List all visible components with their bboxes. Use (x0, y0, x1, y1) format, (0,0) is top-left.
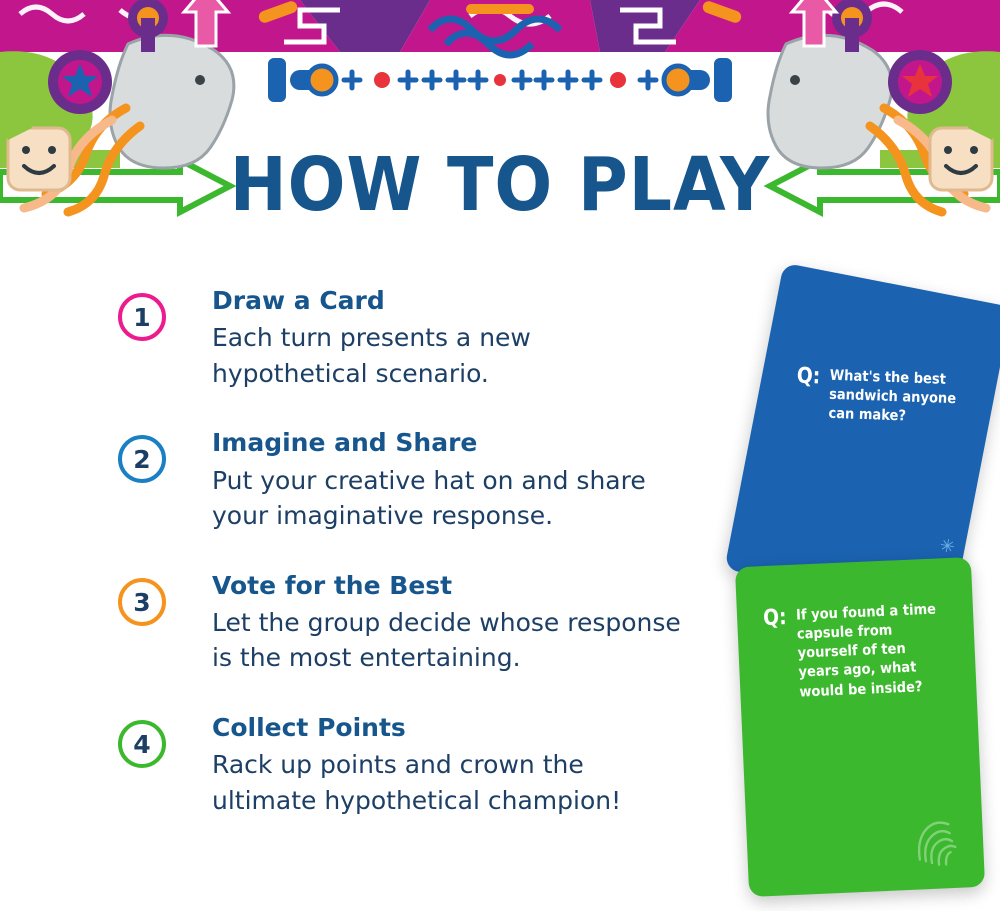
step-badge-2: 2 (118, 435, 166, 483)
card-question-block (761, 600, 959, 704)
step-description-1: Each turn presents a new hypothetical scenario. (212, 323, 531, 388)
question-text: If you found a time capsule from yourself of ten years ago, what would be inside? (795, 601, 936, 701)
page-title: HOW TO PLAY (229, 142, 771, 228)
step-description-2: Put your creative hat on and share your imaginative response. (212, 465, 646, 530)
step-badge-3: 3 (118, 578, 166, 626)
list-item (118, 570, 718, 676)
steps-list (118, 285, 718, 818)
question-text: What's the best sandwich anyone can make? (827, 367, 956, 425)
list-item (118, 285, 718, 391)
question-prefix: Q: (796, 363, 821, 390)
sparkle-icon: ✳ (937, 534, 957, 558)
step-description-3: Let the group decide whose response is the most entertaining. (212, 607, 681, 673)
card-question-block (793, 363, 979, 430)
step-title-2: Imagine and Share (212, 428, 478, 458)
question-prefix: Q: (762, 605, 788, 632)
step-title-3: Vote for the Best (212, 570, 453, 600)
step-badge-1: 1 (118, 293, 166, 341)
step-badge-4: 4 (118, 720, 166, 768)
question-card-green (735, 557, 985, 897)
step-title-1: Draw a Card (212, 286, 385, 315)
fingerprint-icon (914, 814, 960, 868)
step-description-4: Rack up points and crown the ultimate hypothetical champion! (212, 750, 622, 815)
list-item (118, 427, 718, 533)
list-item (118, 712, 718, 818)
step-title-4: Collect Points (212, 712, 406, 742)
